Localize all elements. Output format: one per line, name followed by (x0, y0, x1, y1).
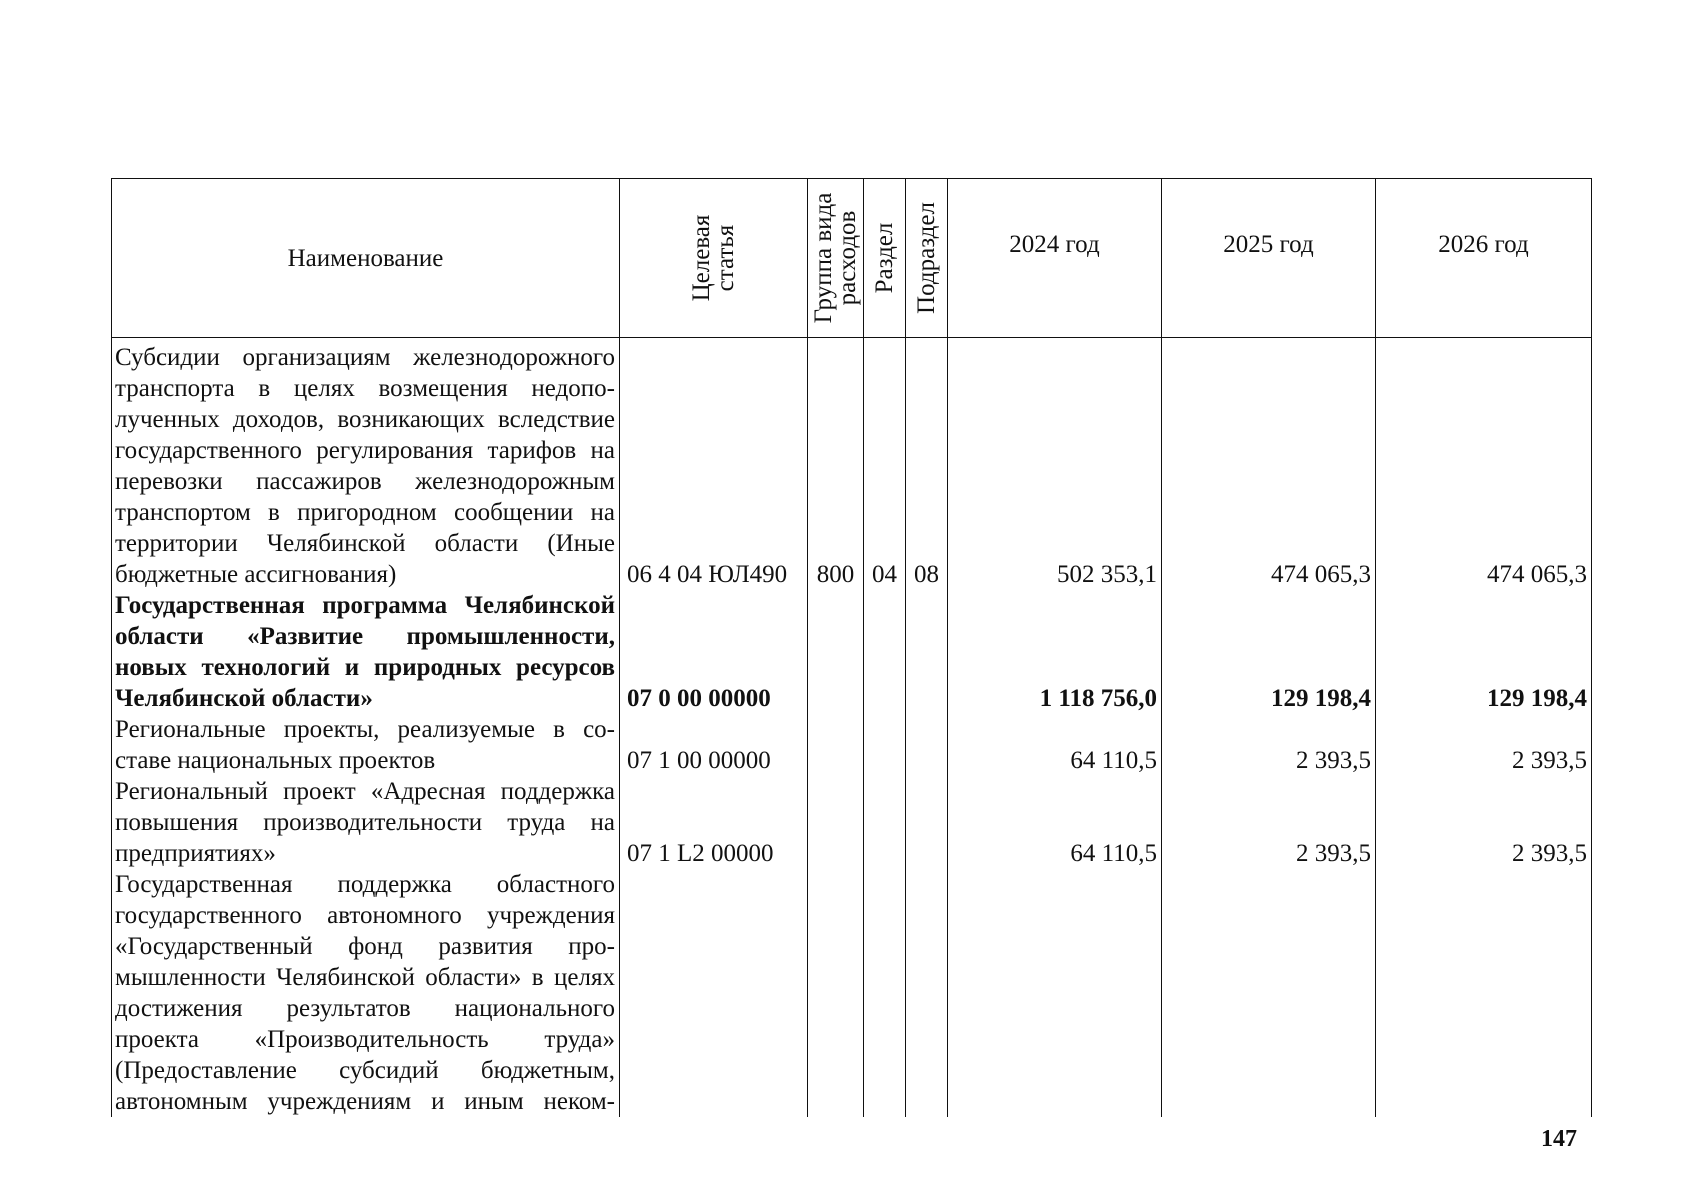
header-expense-group: Группа вида расходов (808, 179, 864, 338)
row-code: 06 4 04 ЮЛ490 (620, 338, 808, 591)
row-section (864, 869, 906, 1117)
row-subsection (906, 776, 948, 869)
header-name: Наименование (112, 179, 620, 338)
table-row (112, 590, 1592, 714)
row-subsection (906, 714, 948, 776)
row-section (864, 590, 906, 714)
table-row (112, 714, 1592, 776)
row-subsection: 08 (906, 338, 948, 591)
row-value-2026 (1376, 869, 1592, 1117)
table-row (112, 776, 1592, 869)
row-value-2026: 2 393,5 (1376, 714, 1592, 776)
row-group (808, 776, 864, 869)
header-year-2025: 2025 год (1162, 179, 1376, 338)
row-value-2025: 2 393,5 (1162, 714, 1376, 776)
header-row (112, 179, 1592, 338)
row-value-2024: 1 118 756,0 (948, 590, 1162, 714)
row-group: 800 (808, 338, 864, 591)
budget-table (111, 178, 1592, 1117)
row-section: 04 (864, 338, 906, 591)
row-code (620, 869, 808, 1117)
row-subsection (906, 590, 948, 714)
table-row (112, 869, 1592, 1117)
row-value-2024: 64 110,5 (948, 776, 1162, 869)
row-name: Региональный проект «Адресная поддержка повышения производительности труда на предприятиях» (112, 776, 620, 869)
row-name: Государственная программа Челябинской области «Развитие промышленности, новых технологий и природных ресурсов Челябинской области» (112, 590, 620, 714)
row-code: 07 1 L2 00000 (620, 776, 808, 869)
table-body (112, 338, 1592, 1118)
row-value-2026: 474 065,3 (1376, 338, 1592, 591)
row-group (808, 590, 864, 714)
row-value-2026: 2 393,5 (1376, 776, 1592, 869)
header-target-article: Целевая статья (620, 179, 808, 338)
row-group (808, 714, 864, 776)
row-value-2024: 502 353,1 (948, 338, 1162, 591)
row-name: Государственная поддержка областного государственного автономного учреждения «Государственный фонд развития промышленности Челябинской области» в целях достижения результатов национального проекта «Производительность труда» (Предоставление субсидий бюджетным, автономным учреждениям и иным неком- (112, 869, 620, 1117)
row-value-2025: 129 198,4 (1162, 590, 1376, 714)
row-name: Региональные проекты, реализуемые в составе национальных проектов (112, 714, 620, 776)
row-section (864, 776, 906, 869)
header-section: Раздел (864, 179, 906, 338)
row-value-2024 (948, 869, 1162, 1117)
table-row (112, 338, 1592, 591)
row-code: 07 0 00 00000 (620, 590, 808, 714)
row-code: 07 1 00 00000 (620, 714, 808, 776)
row-subsection (906, 869, 948, 1117)
row-value-2025: 2 393,5 (1162, 776, 1376, 869)
row-name: Субсидии организациям железнодорожного транспорта в целях возмещения недополученных доходов, возникающих вследствие государственного регулирования тарифов на перевозки пассажиров железнодорожным транспортом в пригородном сообщении на территории Челябинской области (Иные бюджетные ассигнования) (112, 338, 620, 591)
row-group (808, 869, 864, 1117)
header-subsection: Подраздел (906, 179, 948, 338)
row-value-2026: 129 198,4 (1376, 590, 1592, 714)
row-value-2024: 64 110,5 (948, 714, 1162, 776)
row-section (864, 714, 906, 776)
header-year-2024: 2024 год (948, 179, 1162, 338)
table-header (112, 179, 1592, 338)
row-value-2025 (1162, 869, 1376, 1117)
row-value-2025: 474 065,3 (1162, 338, 1376, 591)
header-year-2026: 2026 год (1376, 179, 1592, 338)
page-number: 147 (1541, 1126, 1577, 1152)
